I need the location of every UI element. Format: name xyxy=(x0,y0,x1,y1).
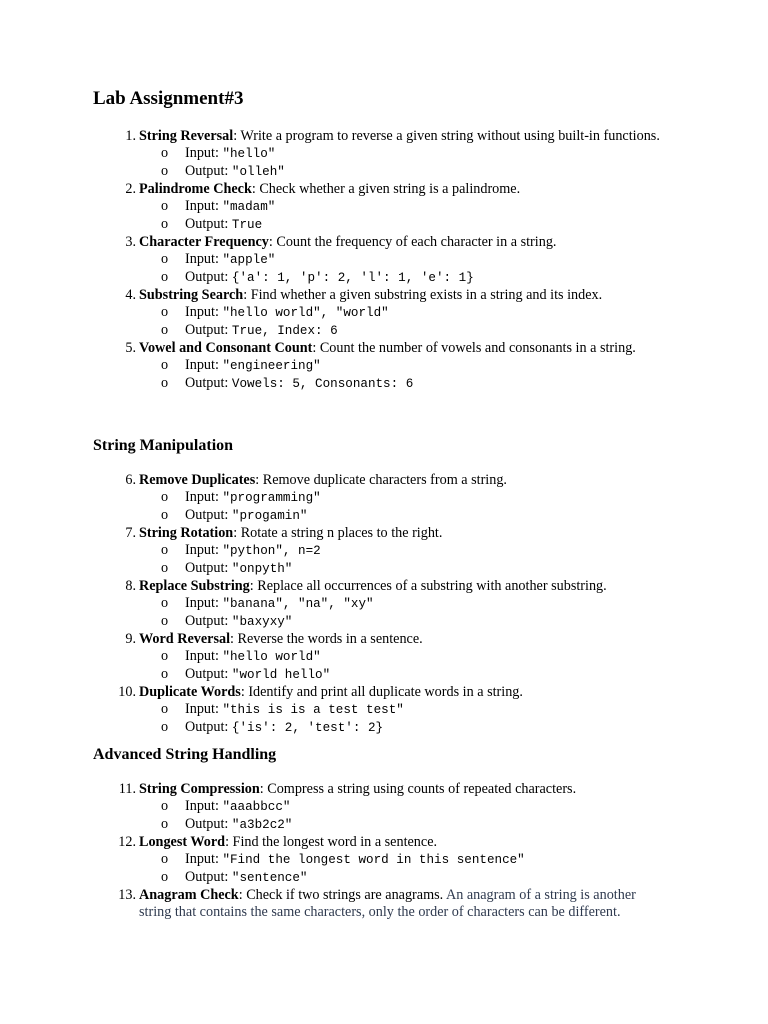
input-value: "hello world", "world" xyxy=(222,306,389,320)
item-title: String Reversal xyxy=(139,128,234,144)
bullet-icon: o xyxy=(161,322,169,338)
section-heading: Advanced String Handling xyxy=(93,746,277,763)
item-number: 7. xyxy=(125,525,136,541)
bullet-icon: o xyxy=(161,251,169,267)
item-number: 10. xyxy=(118,684,136,700)
item-title: Substring Search xyxy=(139,287,244,303)
item-title: Word Reversal xyxy=(139,631,231,647)
input-line xyxy=(0,542,768,560)
input-label: Input: xyxy=(185,198,223,214)
list-item xyxy=(0,578,768,595)
input-value: "banana", "na", "xy" xyxy=(222,597,374,611)
output-value: True, Index: 6 xyxy=(231,324,338,338)
bullet-icon: o xyxy=(161,798,169,814)
output-line xyxy=(0,269,768,287)
bullet-icon: o xyxy=(161,851,169,867)
item-title: Replace Substring xyxy=(139,578,250,594)
output-line xyxy=(0,507,768,525)
item-number: 11. xyxy=(118,781,136,797)
list-item xyxy=(0,128,768,145)
bullet-icon: o xyxy=(161,145,169,161)
output-line xyxy=(0,613,768,631)
input-label: Input: xyxy=(185,648,223,664)
bullet-icon: o xyxy=(161,701,169,717)
input-label: Input: xyxy=(185,489,223,505)
bullet-icon: o xyxy=(161,666,169,682)
bullet-icon: o xyxy=(161,507,169,523)
list-item xyxy=(0,834,768,851)
bullet-icon: o xyxy=(161,375,169,391)
item-note: An anagram of a string is another string that contains the same characters, only the order of characters can be different. xyxy=(139,887,636,920)
item-description: : Check if two strings are anagrams. xyxy=(238,887,446,903)
item-number: 9. xyxy=(125,631,136,647)
input-label: Input: xyxy=(185,304,223,320)
task-list-basic xyxy=(0,128,768,393)
item-description: : Remove duplicate characters from a string. xyxy=(255,472,507,488)
list-item xyxy=(0,631,768,648)
input-label: Input: xyxy=(185,595,223,611)
item-number: 12. xyxy=(118,834,136,850)
output-label: Output: xyxy=(185,869,232,885)
bullet-icon: o xyxy=(161,719,169,735)
output-value: "sentence" xyxy=(231,871,308,885)
output-label: Output: xyxy=(185,719,232,735)
item-description: : Replace all occurrences of a substring with another substring. xyxy=(249,578,607,594)
input-line xyxy=(0,198,768,216)
item-description: : Find the longest word in a sentence. xyxy=(225,834,438,850)
list-item xyxy=(0,684,768,701)
input-line xyxy=(0,489,768,507)
output-label: Output: xyxy=(185,216,232,232)
input-value: "madam" xyxy=(222,200,276,214)
input-label: Input: xyxy=(185,357,223,373)
item-number: 1. xyxy=(125,128,136,144)
input-line xyxy=(0,357,768,375)
output-line xyxy=(0,719,768,737)
item-description: : Count the frequency of each character in a string. xyxy=(268,234,557,250)
input-line xyxy=(0,595,768,613)
output-line xyxy=(0,666,768,684)
input-value: "hello" xyxy=(222,147,276,161)
bullet-icon: o xyxy=(161,304,169,320)
output-label: Output: xyxy=(185,560,232,576)
output-value: "a3b2c2" xyxy=(231,818,293,832)
output-label: Output: xyxy=(185,613,232,629)
output-line xyxy=(0,560,768,578)
bullet-icon: o xyxy=(161,648,169,664)
input-value: "engineering" xyxy=(222,359,321,373)
input-value: "hello world" xyxy=(222,650,321,664)
input-value: "apple" xyxy=(222,253,276,267)
item-number: 3. xyxy=(125,234,136,250)
input-label: Input: xyxy=(185,145,223,161)
input-line xyxy=(0,798,768,816)
input-label: Input: xyxy=(185,851,223,867)
output-label: Output: xyxy=(185,507,232,523)
list-item xyxy=(0,887,768,921)
output-value: "progamin" xyxy=(231,509,308,523)
item-number: 5. xyxy=(125,340,136,356)
item-title: Character Frequency xyxy=(139,234,269,250)
input-line xyxy=(0,145,768,163)
output-value: {'is': 2, 'test': 2} xyxy=(231,721,384,735)
output-label: Output: xyxy=(185,375,232,391)
bullet-icon: o xyxy=(161,216,169,232)
bullet-icon: o xyxy=(161,357,169,373)
output-value: True xyxy=(231,218,263,232)
task-list-manipulation xyxy=(0,472,768,737)
input-label: Input: xyxy=(185,542,223,558)
output-line xyxy=(0,816,768,834)
output-value: Vowels: 5, Consonants: 6 xyxy=(231,377,414,391)
item-description: : Check whether a given string is a palindrome. xyxy=(251,181,521,197)
output-label: Output: xyxy=(185,269,232,285)
list-item xyxy=(0,287,768,304)
item-title: Anagram Check xyxy=(139,887,239,903)
input-line xyxy=(0,304,768,322)
output-label: Output: xyxy=(185,666,232,682)
bullet-icon: o xyxy=(161,269,169,285)
item-description: : Find whether a given substring exists in a string and its index. xyxy=(243,287,603,303)
input-label: Input: xyxy=(185,701,223,717)
bullet-icon: o xyxy=(161,542,169,558)
input-line xyxy=(0,648,768,666)
output-line xyxy=(0,216,768,234)
item-number: 6. xyxy=(125,472,136,488)
list-item xyxy=(0,781,768,798)
output-label: Output: xyxy=(185,816,232,832)
input-value: "python", n=2 xyxy=(222,544,321,558)
item-title: Duplicate Words xyxy=(139,684,241,700)
item-title: Vowel and Consonant Count xyxy=(139,340,313,356)
output-line xyxy=(0,322,768,340)
item-number: 13. xyxy=(118,887,136,903)
output-value: "olleh" xyxy=(231,165,285,179)
task-list-advanced xyxy=(0,781,768,921)
page-title: Lab Assignment#3 xyxy=(93,88,244,109)
item-description: : Count the number of vowels and consonants in a string. xyxy=(312,340,636,356)
list-item xyxy=(0,181,768,198)
item-title: Palindrome Check xyxy=(139,181,252,197)
input-line xyxy=(0,251,768,269)
item-description: : Write a program to reverse a given string without using built-in functions. xyxy=(233,128,660,144)
item-number: 8. xyxy=(125,578,136,594)
list-item xyxy=(0,340,768,357)
bullet-icon: o xyxy=(161,595,169,611)
input-value: "Find the longest word in this sentence" xyxy=(222,853,525,867)
bullet-icon: o xyxy=(161,816,169,832)
output-value: "baxyxy" xyxy=(231,615,293,629)
item-description: : Identify and print all duplicate words in a string. xyxy=(240,684,523,700)
input-value: "this is is a test test" xyxy=(222,703,404,717)
output-line xyxy=(0,163,768,181)
bullet-icon: o xyxy=(161,560,169,576)
item-number: 4. xyxy=(125,287,136,303)
item-description: : Rotate a string n places to the right. xyxy=(233,525,443,541)
item-title: Remove Duplicates xyxy=(139,472,256,488)
input-label: Input: xyxy=(185,798,223,814)
input-line xyxy=(0,851,768,869)
input-line xyxy=(0,701,768,719)
item-number: 2. xyxy=(125,181,136,197)
bullet-icon: o xyxy=(161,613,169,629)
output-line xyxy=(0,375,768,393)
section-heading: String Manipulation xyxy=(93,437,234,454)
item-title: String Rotation xyxy=(139,525,234,541)
output-value: {'a': 1, 'p': 2, 'l': 1, 'e': 1} xyxy=(231,271,474,285)
item-title: String Compression xyxy=(139,781,260,797)
item-title: Longest Word xyxy=(139,834,226,850)
item-description: : Compress a string using counts of repeated characters. xyxy=(259,781,577,797)
item-description: : Reverse the words in a sentence. xyxy=(230,631,423,647)
bullet-icon: o xyxy=(161,489,169,505)
list-item xyxy=(0,525,768,542)
input-value: "programming" xyxy=(222,491,321,505)
output-label: Output: xyxy=(185,163,232,179)
output-label: Output: xyxy=(185,322,232,338)
list-item xyxy=(0,234,768,251)
input-value: "aaabbcc" xyxy=(222,800,291,814)
output-value: "world hello" xyxy=(231,668,331,682)
bullet-icon: o xyxy=(161,869,169,885)
bullet-icon: o xyxy=(161,163,169,179)
bullet-icon: o xyxy=(161,198,169,214)
output-line xyxy=(0,869,768,887)
output-value: "onpyth" xyxy=(231,562,293,576)
input-label: Input: xyxy=(185,251,223,267)
list-item xyxy=(0,472,768,489)
